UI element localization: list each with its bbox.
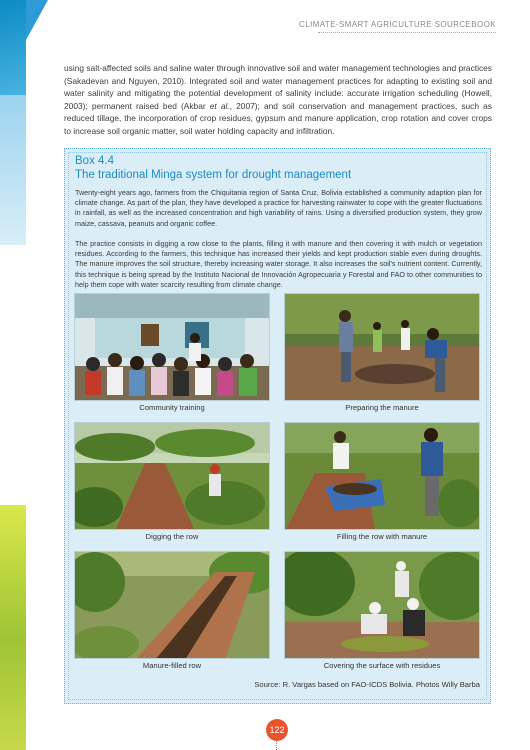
caption-covering-residues: Covering the surface with residues (323, 661, 441, 670)
caption-manure-filled-row: Manure-filled row (142, 661, 202, 670)
box-source: Source: R. Vargas based on FAO-ICDS Bolivia. Photos Willy Barba (254, 680, 480, 689)
intro-text-part1: using salt-affected soils and saline water through innovative soil and water management technologies and practices (Sakadevan and Nguyen, 2010). Integrated soil and water management practices for adapting to existing soil and water salinity and mitigating the potential development of salinity include: accurate irrigation scheduling (Howell, 2003); permanent raised bed (Akbar (64, 63, 492, 111)
photo-community-training (74, 293, 270, 401)
intro-et-al: et al. (209, 100, 230, 111)
caption-preparing-manure: Preparing the manure (345, 403, 419, 412)
box-4-4 (64, 148, 491, 704)
box-paragraph-1: Twenty-eight years ago, farmers from the Chiquitania region of Santa Cruz, Bolivia established a community adaption plan for climate change. As part of the plan, they have developed a practice for harvesting rainwater to cope with the greater fluctuations in rainfall, as well as the increased concentration and high variability of rains. Using a diversified production system, they grow maize, cassava, peanuts and organic coffee. (75, 188, 482, 228)
running-head: CLIMATE-SMART AGRICULTURE SOURCEBOOK (299, 20, 496, 29)
decorative-corner (26, 0, 48, 40)
box-label: Box 4.4 (75, 155, 114, 167)
intro-paragraph (64, 62, 492, 138)
photo-preparing-manure (284, 293, 480, 401)
caption-digging-row: Digging the row (145, 532, 199, 541)
caption-community-training: Community training (139, 403, 205, 412)
box-title: The traditional Minga system for drought management (75, 169, 352, 181)
box-paragraph-2: The practice consists in digging a row close to the plants, filling it with manure and then covering it with mulch or vegetation residues. According to the farmers, this technique has increased their yields and kept production stable even during droughts. The manure improves the soil structure, thereby increasing water storage. It also increases the soil's nutrient content. Currently, this technique is being spread by the Instituto Nacional de Innovación Agropecuaria y Forestal and FAO to other communities to help them cope with water scarcity resulting from climate change. (75, 239, 482, 289)
intro-text-part2: , 2007); and soil conservation and management practices, such as reduced tillage, the incorporation of crop residues, gypsum and manure application, crop rotation and cover crops to increase soil organic matter, soil water holding capacity and infiltration. (64, 100, 492, 136)
decorative-side-strip (0, 0, 26, 750)
caption-filling-row: Filling the row with manure (336, 532, 428, 541)
photo-covering-residues (284, 551, 480, 659)
photo-filling-row (284, 422, 480, 530)
photo-manure-filled-row (74, 551, 270, 659)
running-head-rule (318, 32, 496, 33)
page-number-tick (276, 741, 277, 750)
photo-digging-row (74, 422, 270, 530)
page-number: 122 (266, 719, 288, 741)
